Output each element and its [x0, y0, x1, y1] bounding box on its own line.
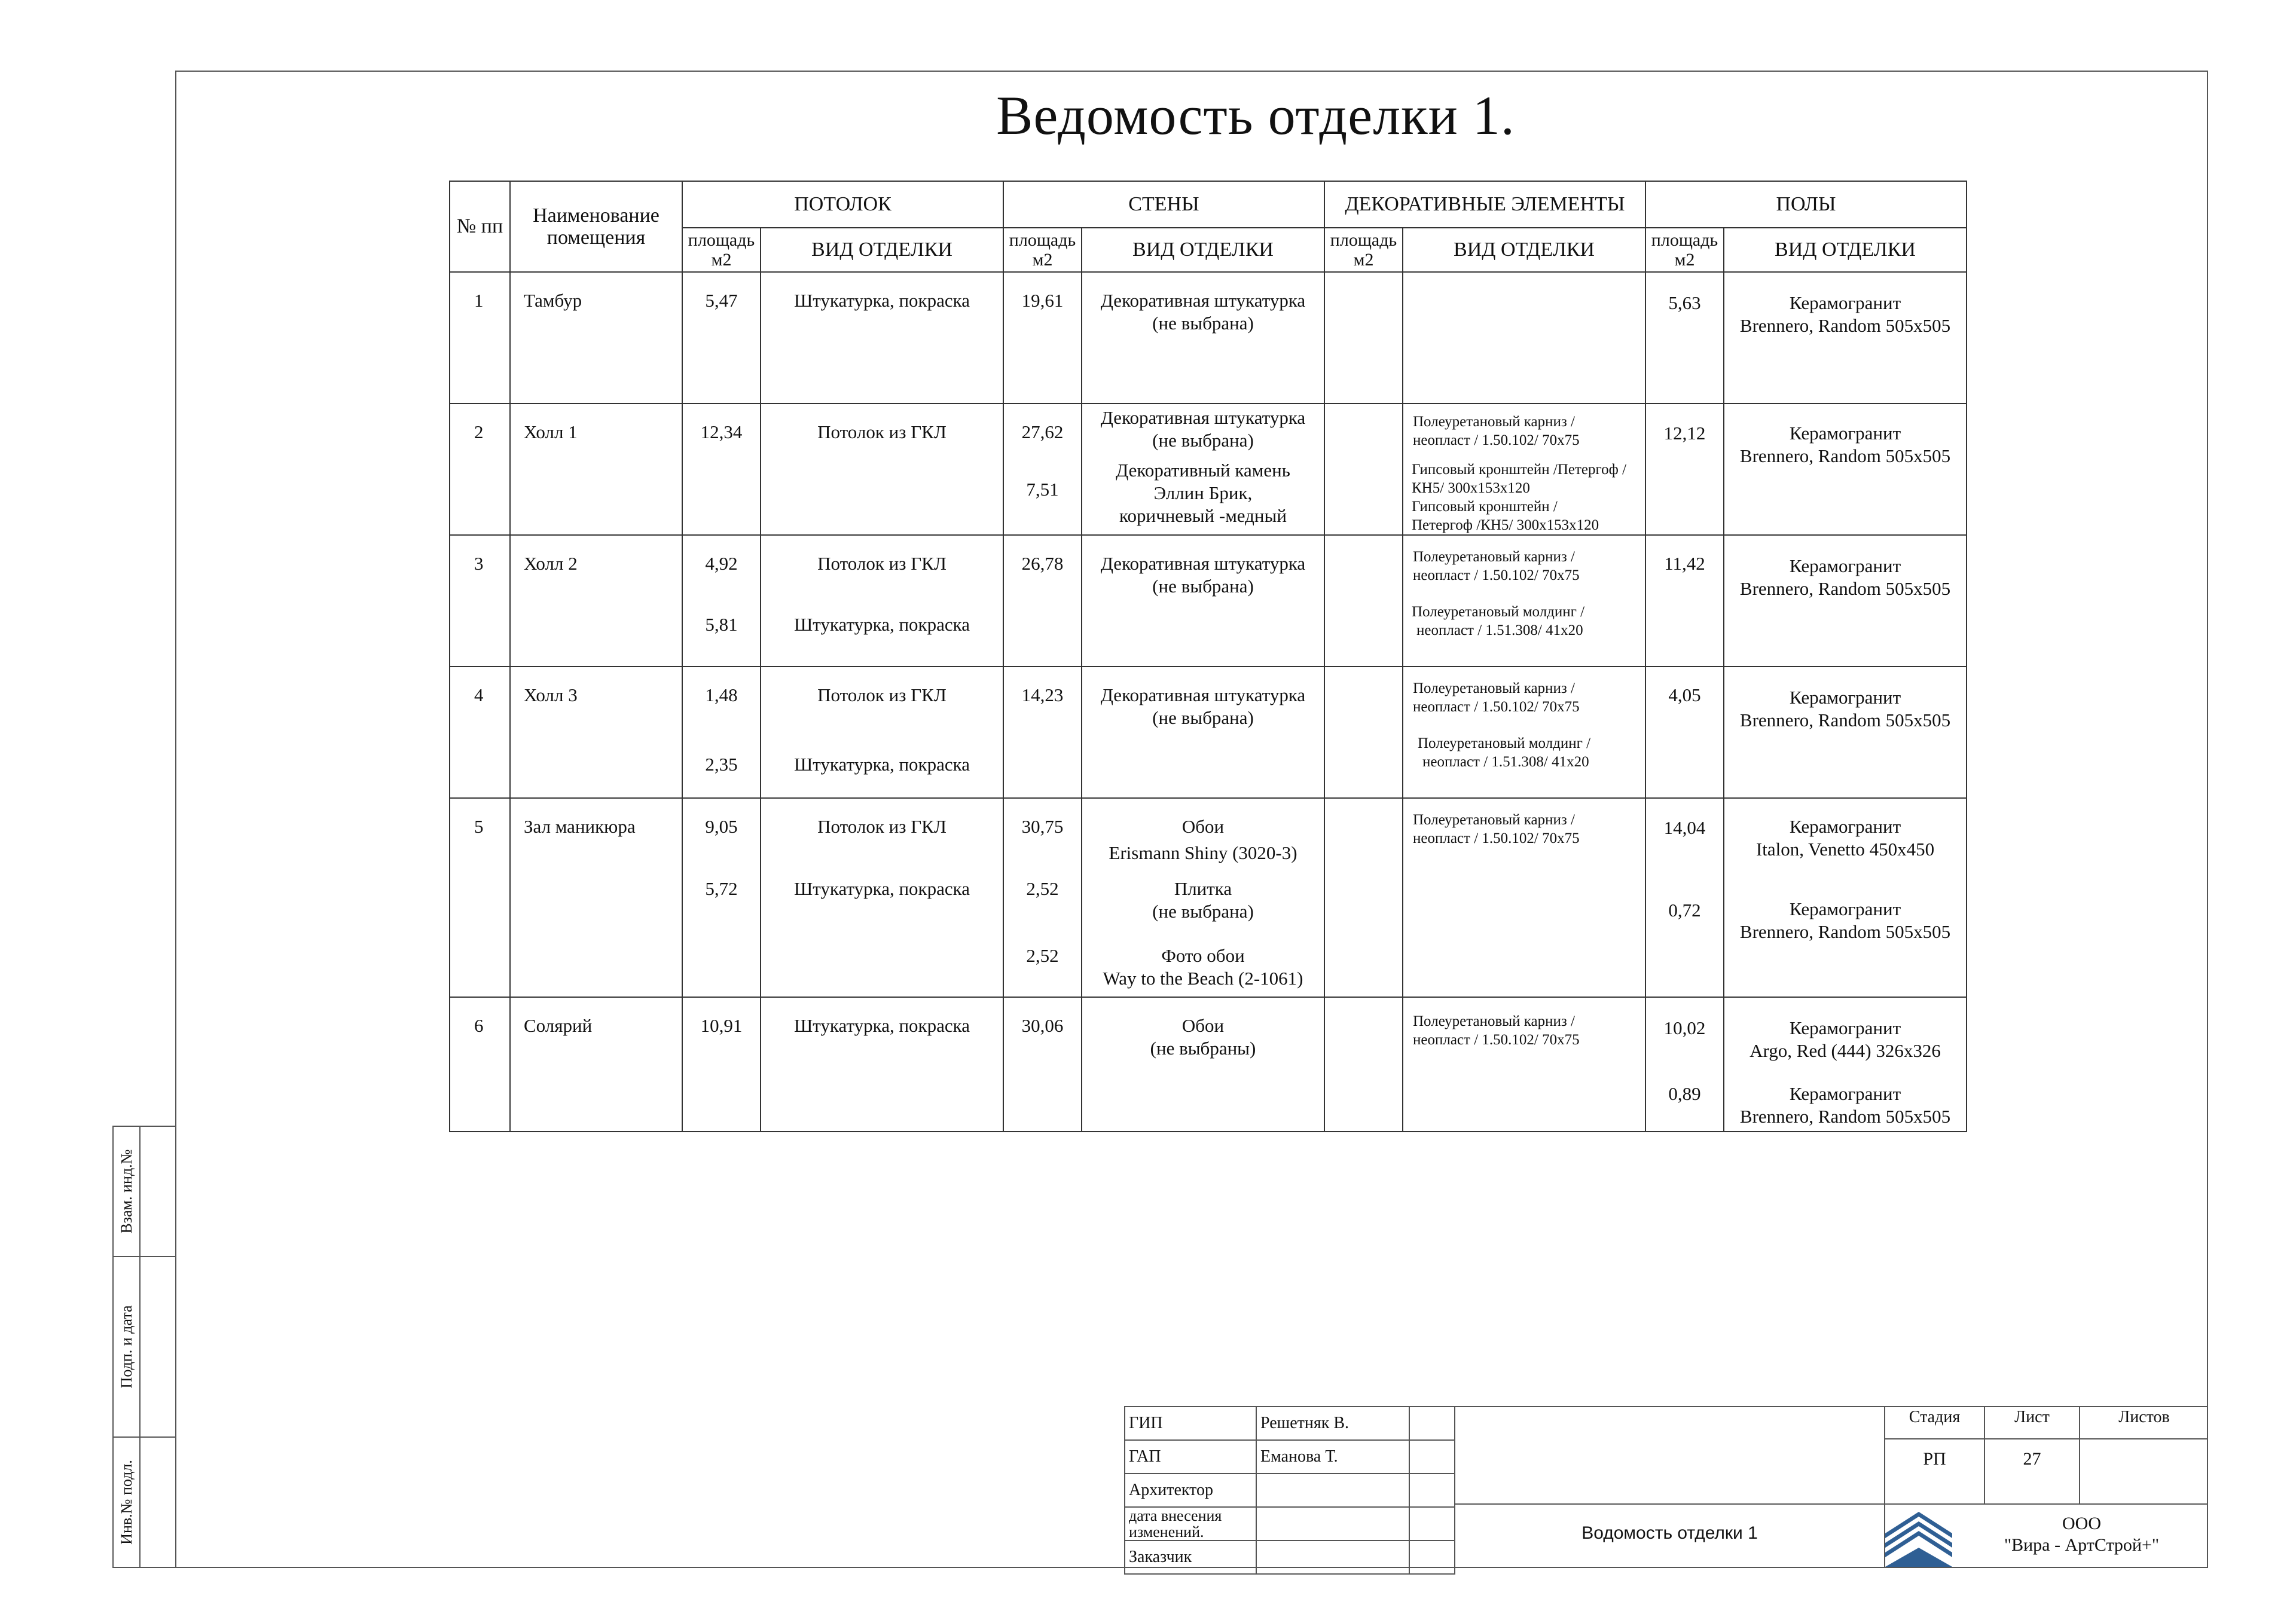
side-stamp [112, 1436, 175, 1568]
role-label: ГИП [1125, 1407, 1256, 1440]
ceiling-area: 5,81 [705, 614, 738, 635]
floors-area-header: площадь м2 [1645, 228, 1724, 272]
col-ceiling-header: ПОТОЛОК [682, 181, 1003, 228]
ceiling-area: 5,72 [705, 878, 738, 899]
side-stamp [112, 1126, 175, 1257]
room-name: Холл 2 [524, 553, 578, 574]
ceiling-kind: Штукатурка, покраска [794, 754, 970, 775]
walls-kind: Обои [1181, 816, 1225, 837]
sheet-label: Лист [2014, 1408, 2050, 1426]
ceiling-kind: Потолок из ГКЛ [817, 684, 947, 705]
floors-kind-header: ВИД ОТДЕЛКИ [1724, 228, 1967, 272]
table-row [450, 798, 1967, 997]
ceiling-kind: Потолок из ГКЛ [817, 421, 947, 442]
ceiling-kind: Потолок из ГКЛ [817, 816, 947, 837]
role-label: ГАП [1125, 1440, 1256, 1474]
floors-kind: Керамогранит [1789, 687, 1901, 708]
floors-area: 4,05 [1668, 684, 1701, 705]
floors-area: 0,89 [1668, 1083, 1701, 1104]
role-row [1125, 1541, 1455, 1574]
walls-kind: (не выбрана) [1152, 707, 1254, 728]
ceiling-area: 12,34 [700, 421, 743, 442]
floors-kind: Brennero, Random 505x505 [1739, 445, 1951, 466]
walls-kind: Эллин Брик, [1153, 482, 1253, 503]
role-person [1256, 1474, 1409, 1507]
walls-kind: (не выбрана) [1152, 430, 1254, 451]
floors-area: 10,02 [1663, 1017, 1706, 1038]
ceiling-area: 10,91 [700, 1015, 743, 1036]
ceiling-area-header: площадь м2 [682, 228, 761, 272]
role-label: Заказчик [1125, 1541, 1256, 1574]
col-decor-header: ДЕКОРАТИВНЫЕ ЭЛЕМЕНТЫ [1324, 181, 1645, 228]
floors-kind: Brennero, Random 505x505 [1739, 710, 1951, 730]
room-name: Холл 1 [524, 421, 578, 442]
table-row [450, 535, 1967, 667]
floors-kind: Керамогранит [1789, 555, 1901, 576]
ceiling-kind: Штукатурка, покраска [794, 878, 970, 899]
walls-kind: Декоративная штукатурка [1100, 290, 1306, 311]
role-person [1256, 1541, 1409, 1574]
walls-area-header: площадь м2 [1003, 228, 1082, 272]
decor-item: Полеуретановый карниз / [1413, 680, 1575, 696]
walls-kind: Декоративная штукатурка [1100, 684, 1306, 705]
company-logo-icon [1885, 1505, 1952, 1567]
ceiling-area: 4,92 [705, 553, 738, 574]
role-label: Архитектор [1125, 1474, 1256, 1507]
side-stamp-label: Взам. инд.№ [117, 1149, 135, 1234]
walls-kind: Плитка [1174, 878, 1232, 899]
decor-item: Полеуретановый молдинг / [1412, 604, 1585, 620]
walls-kind: Erismann Shiny (3020-3) [1109, 842, 1297, 863]
decor-item: неопласт / 1.50.102/ 70x75 [1413, 830, 1580, 846]
walls-kind: (не выбрана) [1152, 576, 1254, 597]
row-num: 6 [474, 1015, 484, 1036]
walls-kind: коричневый -медный [1119, 505, 1287, 526]
floors-kind: Керамогранит [1789, 1017, 1901, 1038]
role-person: Решетняк В. [1256, 1407, 1409, 1440]
walls-kind-header: ВИД ОТДЕЛКИ [1082, 228, 1324, 272]
walls-kind: Декоративная штукатурка [1100, 407, 1306, 428]
room-name: Холл 3 [524, 684, 578, 705]
walls-kind: Декоративный камень [1116, 460, 1290, 481]
col-floors-header: ПОЛЫ [1645, 181, 1967, 228]
decor-item: Полеуретановый карниз / [1413, 1013, 1575, 1029]
floors-kind: Argo, Red (444) 326x326 [1750, 1040, 1941, 1061]
sheets-label: Листов [2118, 1408, 2170, 1426]
decor-item: неопласт / 1.51.308/ 41x20 [1416, 622, 1583, 638]
walls-kind: (не выбрана) [1152, 313, 1254, 334]
walls-area: 14,23 [1021, 684, 1064, 705]
walls-kind: (не выбраны) [1150, 1038, 1256, 1059]
room-name: Тамбур [524, 290, 582, 311]
role-row [1125, 1407, 1455, 1440]
table-row [450, 667, 1967, 798]
role-person: Еманова Т. [1256, 1440, 1409, 1474]
floors-area: 11,42 [1664, 553, 1705, 574]
decor-kind-header: ВИД ОТДЕЛКИ [1403, 228, 1645, 272]
floors-kind: Brennero, Random 505x505 [1739, 921, 1951, 942]
sheet-value: 27 [2023, 1449, 2041, 1469]
floors-area: 12,12 [1663, 423, 1706, 444]
col-num-header: № пп [450, 181, 510, 272]
row-num: 2 [474, 421, 484, 442]
walls-area: 30,75 [1021, 816, 1064, 837]
walls-kind: Way to the Beach (2-1061) [1103, 968, 1303, 989]
role-row [1125, 1474, 1455, 1507]
floors-kind: Керамогранит [1789, 898, 1901, 919]
decor-area-header: площадь м2 [1324, 228, 1403, 272]
ceiling-area: 9,05 [705, 816, 738, 837]
role-person [1256, 1507, 1409, 1541]
walls-area: 2,52 [1026, 945, 1059, 966]
decor-item: Гипсовый кронштейн / [1412, 499, 1558, 515]
walls-area: 7,51 [1026, 479, 1059, 500]
floors-area: 5,63 [1668, 292, 1701, 313]
decor-item: Полеуретановый карниз / [1413, 812, 1575, 828]
ceiling-kind: Штукатурка, покраска [794, 1015, 970, 1036]
decor-item: Петергоф /КН5/ 300x153x120 [1412, 517, 1599, 533]
decor-item: неопласт / 1.50.102/ 70x75 [1413, 567, 1580, 583]
floors-kind: Brennero, Random 505x505 [1739, 315, 1951, 336]
decor-item: неопласт / 1.50.102/ 70x75 [1413, 1032, 1580, 1048]
decor-item: Полеуретановый молдинг / [1418, 735, 1591, 751]
col-room-header: Наименование помещения [510, 181, 682, 272]
row-num: 5 [474, 816, 484, 837]
floors-kind: Керамогранит [1789, 1083, 1901, 1104]
side-stamp-label: Инв.№ подл. [117, 1460, 135, 1545]
title-block-roles [1124, 1406, 1455, 1575]
ceiling-area: 2,35 [705, 754, 738, 775]
side-stamp-label: Подп. и дата [117, 1305, 135, 1389]
col-walls-header: СТЕНЫ [1003, 181, 1324, 228]
table-row [450, 272, 1967, 404]
ceiling-kind: Потолок из ГКЛ [817, 553, 947, 574]
side-stamp [112, 1256, 175, 1438]
walls-area: 2,52 [1026, 878, 1059, 899]
row-num: 3 [474, 553, 484, 574]
walls-kind: Декоративная штукатурка [1100, 553, 1306, 574]
decor-item: Гипсовый кронштейн /Петергоф / [1412, 461, 1627, 478]
decor-item: неопласт / 1.50.102/ 70x75 [1413, 699, 1580, 715]
company-name: ООО [2062, 1514, 2101, 1533]
floors-kind: Brennero, Random 505x505 [1739, 1106, 1951, 1127]
row-num: 1 [474, 290, 484, 311]
stage-label: Стадия [1909, 1408, 1961, 1426]
role-label: дата внесения изменений. [1125, 1507, 1256, 1541]
table-row [450, 997, 1967, 1132]
ceiling-area: 5,47 [705, 290, 738, 311]
walls-area: 26,78 [1021, 553, 1064, 574]
company-name: "Вира - АртСтрой+" [2004, 1535, 2160, 1555]
document-name: Водомость отделки 1 [1581, 1523, 1758, 1543]
walls-area: 19,61 [1021, 290, 1064, 311]
role-row [1125, 1507, 1455, 1541]
walls-area: 30,06 [1021, 1015, 1064, 1036]
floors-area: 14,04 [1663, 817, 1706, 838]
ceiling-kind-header: ВИД ОТДЕЛКИ [761, 228, 1003, 272]
walls-area: 27,62 [1021, 421, 1064, 442]
floors-kind: Italon, Venetto 450x450 [1755, 839, 1935, 860]
role-row [1125, 1440, 1455, 1474]
floors-area: 0,72 [1668, 900, 1701, 921]
table-row [450, 404, 1967, 535]
decor-item: Полеуретановый карниз / [1413, 414, 1575, 430]
ceiling-kind: Штукатурка, покраска [794, 290, 970, 311]
walls-kind: Обои [1181, 1015, 1225, 1036]
decor-item: Полеуретановый карниз / [1413, 549, 1575, 565]
floors-kind: Керамогранит [1789, 292, 1901, 313]
page-title: Ведомость отделки 1. [996, 85, 1515, 146]
floors-kind: Керамогранит [1789, 423, 1901, 444]
ceiling-kind: Штукатурка, покраска [794, 614, 970, 635]
stage-value: РП [1923, 1449, 1946, 1469]
room-name: Зал маникюра [524, 816, 636, 837]
room-name: Солярий [524, 1015, 593, 1036]
walls-kind: Фото обои [1161, 945, 1245, 966]
finishing-schedule-table [449, 181, 1967, 1132]
row-num: 4 [474, 684, 484, 705]
ceiling-area: 1,48 [705, 684, 738, 705]
decor-item: КН5/ 300x153x120 [1412, 480, 1530, 496]
walls-kind: (не выбрана) [1152, 901, 1254, 922]
decor-item: неопласт / 1.51.308/ 41x20 [1422, 754, 1589, 770]
floors-kind: Brennero, Random 505x505 [1739, 578, 1951, 599]
floors-kind: Керамогранит [1789, 816, 1901, 837]
decor-item: неопласт / 1.50.102/ 70x75 [1413, 432, 1580, 448]
